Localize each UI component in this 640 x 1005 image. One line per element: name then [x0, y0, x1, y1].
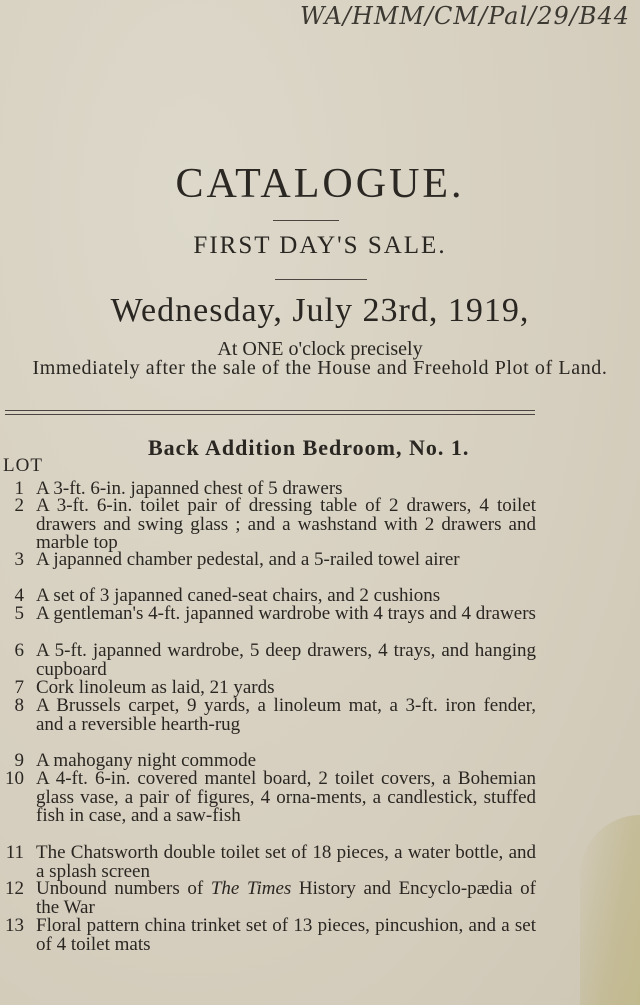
periodical-title: The Times: [210, 878, 292, 899]
lot-number: 3: [14, 549, 24, 570]
lot-number: 4: [14, 585, 24, 606]
lot-number: 8: [14, 695, 24, 716]
lot-description: Cork linoleum as laid, 21 yards: [36, 677, 275, 698]
divider: [275, 279, 367, 280]
sale-subtitle: FIRST DAY'S SALE.: [193, 232, 447, 259]
lot-description: A Brussels carpet, 9 yards, a linoleum mat, a 3-ft. iron fender, and a reversible hearth-rug: [36, 695, 536, 735]
lot-number: 12: [5, 878, 24, 899]
lot-description: A 3-ft. 6-in. toilet pair of dressing table of 2 drawers, 4 toilet drawers and swing glass ; and a washstand with 2 drawers and marble top: [36, 495, 536, 553]
lot-description: Unbound numbers of The Times History and Encyclo-pædia of the War: [36, 878, 536, 918]
lot-number: 13: [5, 915, 24, 936]
lot-description: A 3-ft. 6-in. japanned chest of 5 drawers: [36, 478, 343, 499]
lot-number: 11: [5, 842, 24, 863]
lot-description: A mahogany night commode: [36, 750, 257, 771]
lot-description: A gentleman's 4-ft. japanned wardrobe with 4 trays and 4 drawers: [36, 603, 536, 624]
handwritten-reference-note: WA/HMM/CM/Pal/29/B44: [300, 2, 631, 30]
lot-number: 9: [14, 750, 24, 771]
double-rule-top: [5, 410, 535, 411]
section-heading: Back Addition Bedroom, No. 1.: [148, 435, 470, 460]
lot-number: 6: [14, 640, 24, 661]
page-stain: [580, 815, 640, 1005]
sale-time: At ONE o'clock precisely: [217, 338, 423, 360]
catalogue-title: CATALOGUE.: [175, 161, 465, 207]
lot-number: 10: [5, 768, 24, 789]
sale-note: Immediately after the sale of the House and Freehold Plot of Land.: [32, 357, 608, 379]
lot-number: 7: [14, 677, 24, 698]
double-rule-bottom: [5, 414, 535, 415]
lot-column-header: LOT: [3, 455, 43, 476]
lot-number: 5: [14, 603, 24, 624]
lot-description: A japanned chamber pedestal, and a 5-railed towel airer: [36, 549, 460, 570]
lot-number: 2: [14, 495, 24, 516]
lot-description: A 4-ft. 6-in. covered mantel board, 2 toilet covers, a Bohemian glass vase, a pair of figures, 4 orna-ments, a candlestick, stuffed fish in case, and a saw-fish: [36, 768, 536, 826]
lot-description: A 5-ft. japanned wardrobe, 5 deep drawers, 4 trays, and hanging cupboard: [36, 640, 536, 680]
lot-description: The Chatsworth double toilet set of 18 pieces, a water bottle, and a splash screen: [36, 842, 536, 882]
divider: [273, 220, 339, 221]
lot-description: Floral pattern china trinket set of 13 pieces, pincushion, and a set of 4 toilet mats: [36, 915, 536, 955]
lot-description: A set of 3 japanned caned-seat chairs, and 2 cushions: [36, 585, 441, 606]
sale-date: Wednesday, July 23rd, 1919,: [110, 292, 530, 329]
lot-number: 1: [14, 478, 24, 499]
